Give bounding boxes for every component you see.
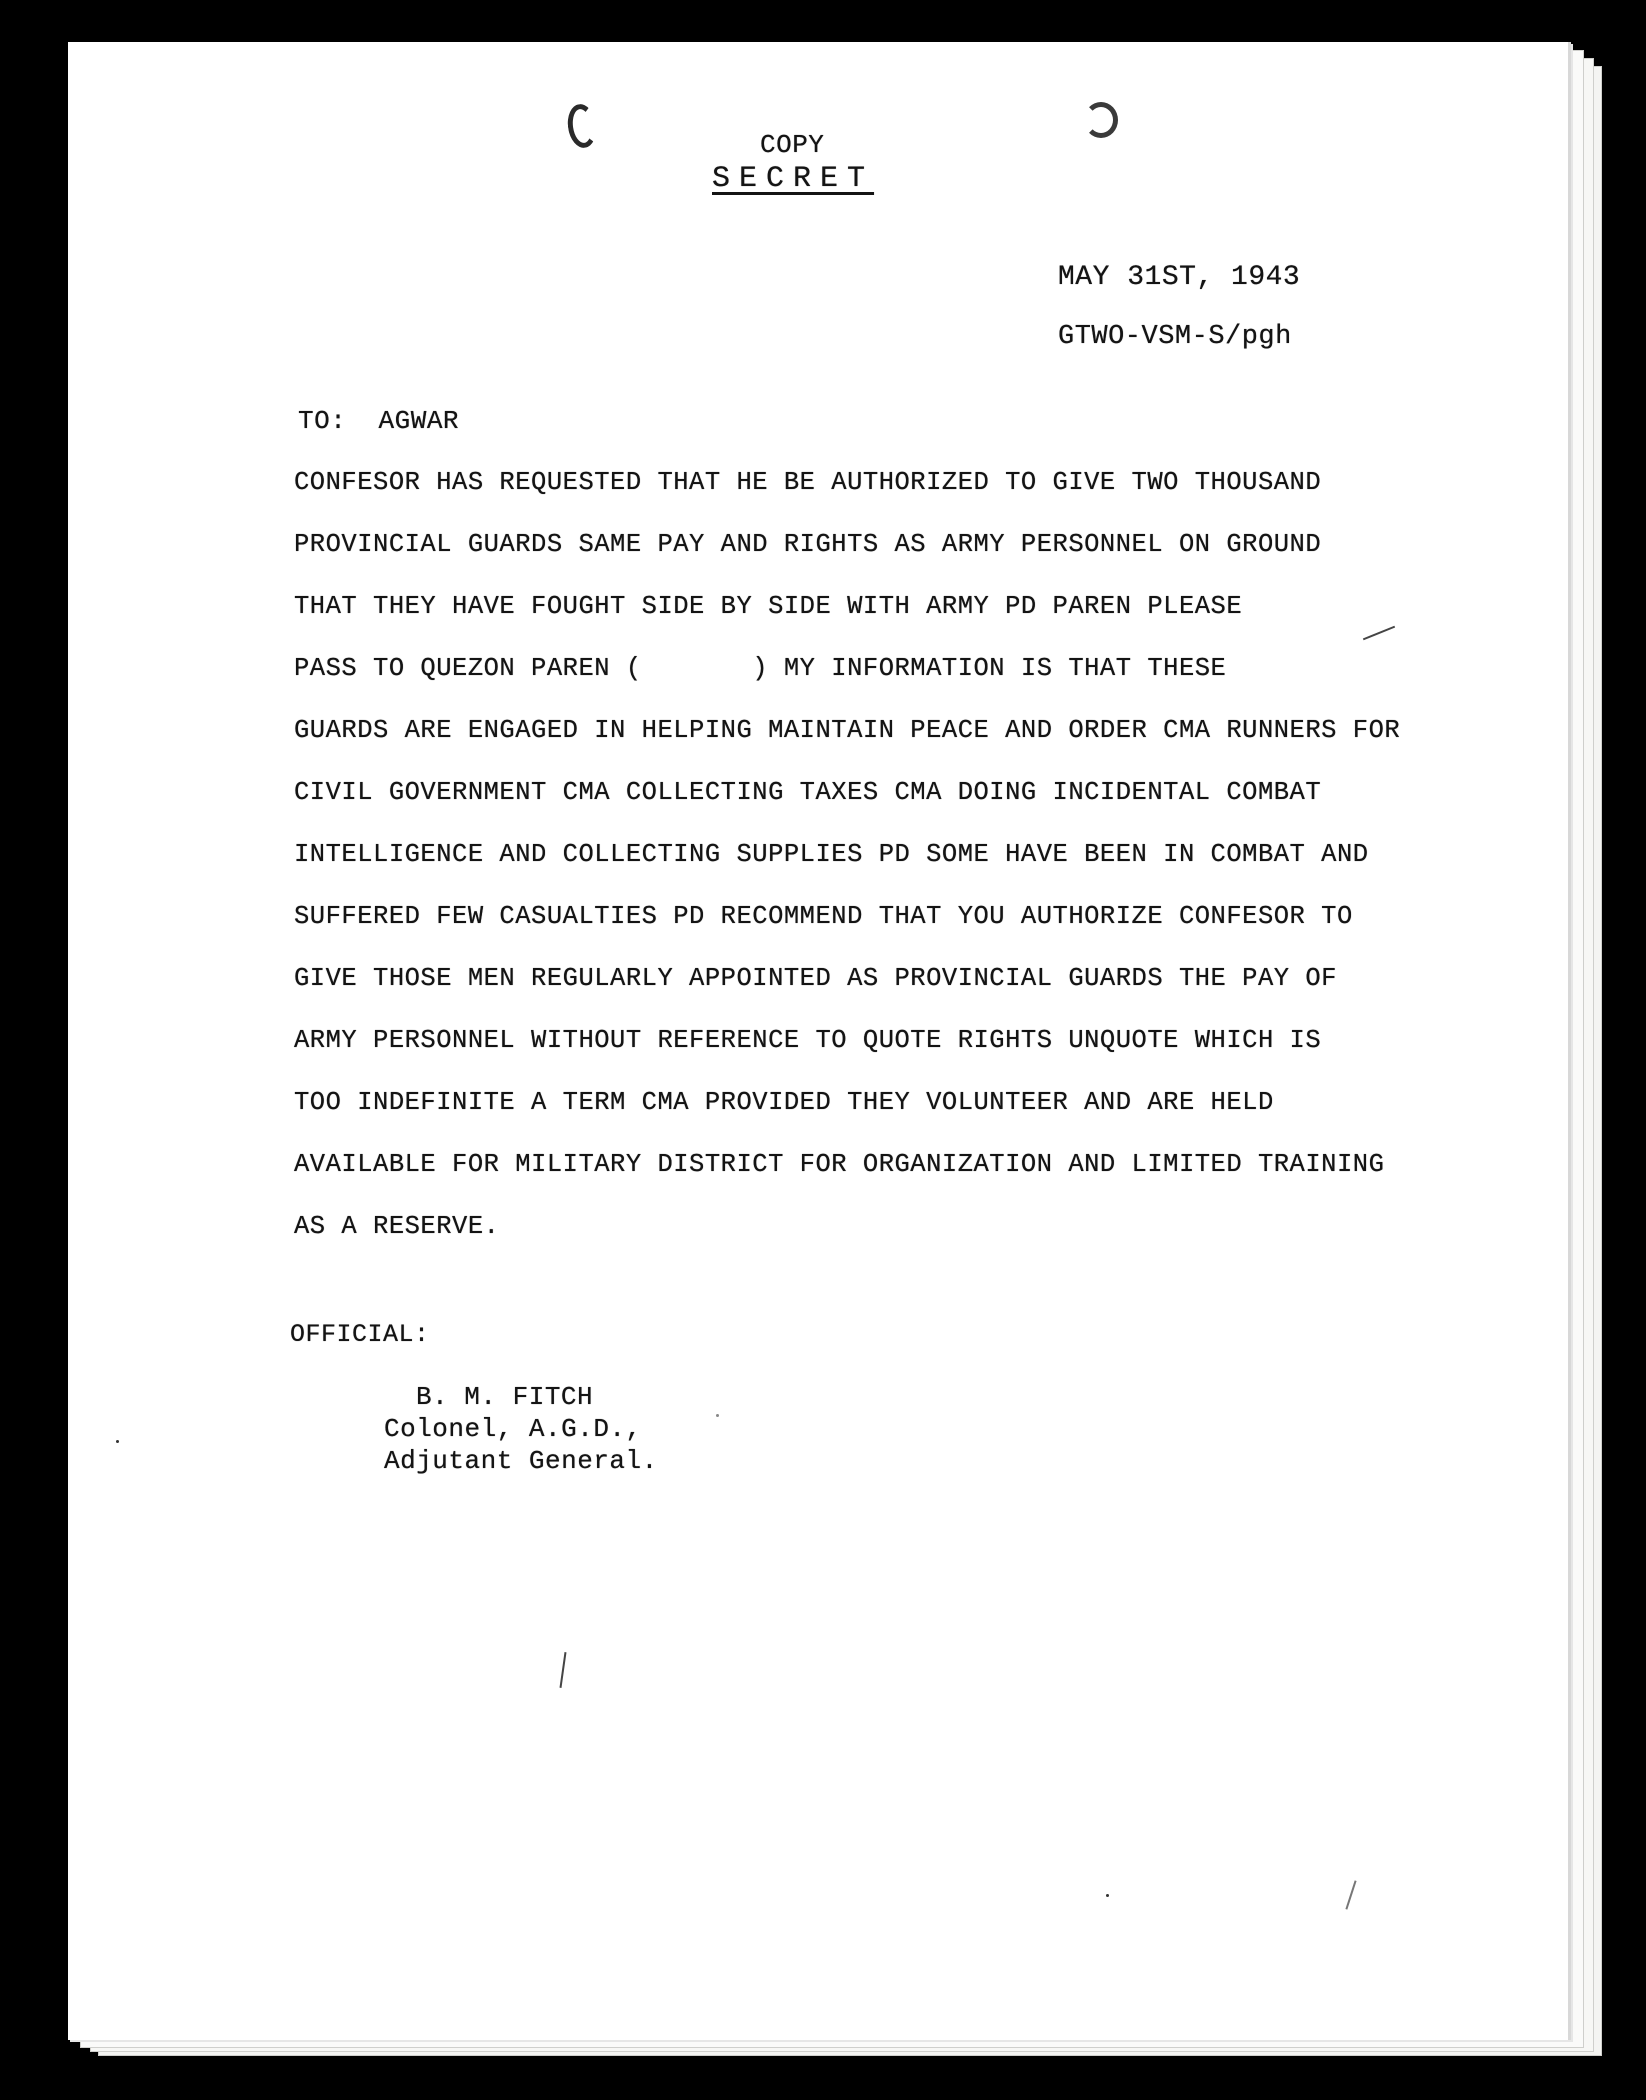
- message-date: MAY 31ST, 1943: [1058, 262, 1301, 293]
- body-line: ARMY PERSONNEL WITHOUT REFERENCE TO QUOTE RIGHTS UNQUOTE WHICH IS: [294, 1026, 1322, 1055]
- body-line: CIVIL GOVERNMENT CMA COLLECTING TAXES CMA DOING INCIDENTAL COMBAT: [294, 778, 1322, 807]
- signatory-name: B. M. FITCH: [416, 1382, 594, 1412]
- reference-code: GTWO-VSM-S/pgh: [1058, 322, 1292, 352]
- speck: [116, 1440, 119, 1443]
- punch-hole-icon: [1084, 102, 1118, 138]
- copy-label: COPY: [760, 130, 825, 160]
- body-line: INTELLIGENCE AND COLLECTING SUPPLIES PD SOME HAVE BEEN IN COMBAT AND: [294, 840, 1369, 869]
- pencil-mark: [1363, 626, 1395, 641]
- pencil-mark: [1345, 1880, 1356, 1909]
- speck: [716, 1414, 719, 1417]
- punch-hole-icon: [565, 102, 599, 149]
- body-line: TOO INDEFINITE A TERM CMA PROVIDED THEY VOLUNTEER AND ARE HELD: [294, 1088, 1274, 1117]
- body-line: AS A RESERVE.: [294, 1212, 500, 1241]
- document-page: [68, 42, 1571, 2040]
- body-line: SUFFERED FEW CASUALTIES PD RECOMMEND THAT YOU AUTHORIZE CONFESOR TO: [294, 902, 1353, 931]
- body-line: AVAILABLE FOR MILITARY DISTRICT FOR ORGANIZATION AND LIMITED TRAINING: [294, 1150, 1385, 1179]
- pencil-mark: [560, 1652, 567, 1688]
- addressee-line: TO: AGWAR: [298, 406, 460, 436]
- official-label: OFFICIAL:: [290, 1320, 430, 1349]
- body-line: GIVE THOSE MEN REGULARLY APPOINTED AS PROVINCIAL GUARDS THE PAY OF: [294, 964, 1337, 993]
- signatory-rank: Colonel, A.G.D.,: [384, 1414, 642, 1444]
- speck: [1106, 1894, 1109, 1897]
- classification-label: SECRET: [712, 162, 875, 196]
- body-line: GUARDS ARE ENGAGED IN HELPING MAINTAIN PEACE AND ORDER CMA RUNNERS FOR: [294, 716, 1401, 745]
- body-line: CONFESOR HAS REQUESTED THAT HE BE AUTHORIZED TO GIVE TWO THOUSAND: [294, 468, 1322, 497]
- body-line: PASS TO QUEZON PAREN ( ) MY INFORMATION IS THAT THESE: [294, 654, 1227, 683]
- body-line: PROVINCIAL GUARDS SAME PAY AND RIGHTS AS ARMY PERSONNEL ON GROUND: [294, 530, 1322, 559]
- signatory-title: Adjutant General.: [384, 1446, 658, 1476]
- body-line: THAT THEY HAVE FOUGHT SIDE BY SIDE WITH ARMY PD PAREN PLEASE: [294, 592, 1243, 621]
